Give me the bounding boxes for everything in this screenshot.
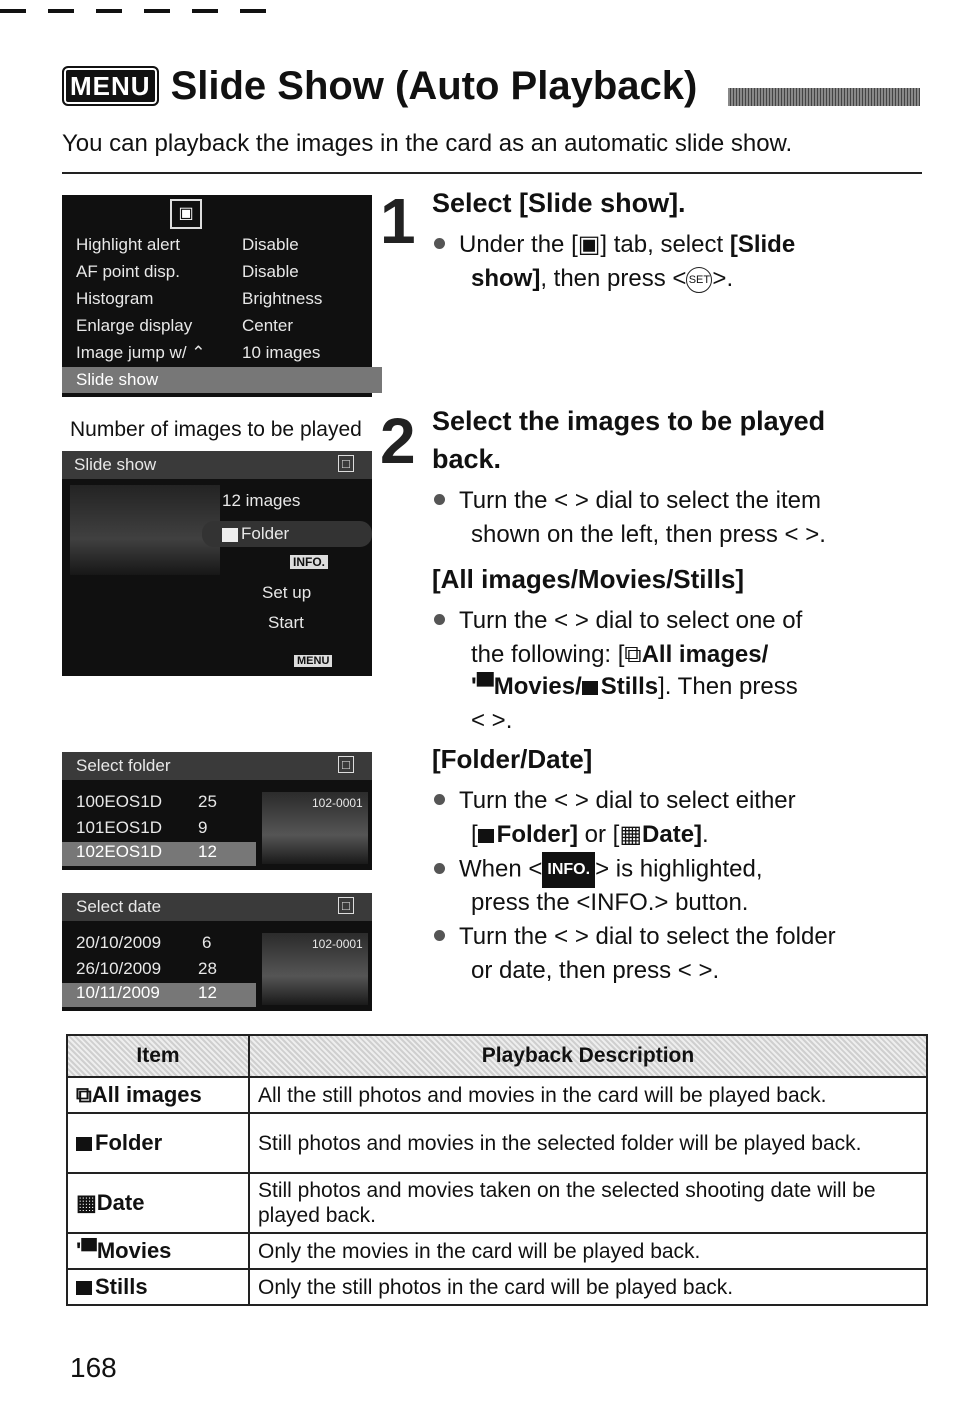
select-date-screen xyxy=(62,893,372,1011)
step-heading-cont: back. xyxy=(432,444,502,474)
menu-row-label: Image jump w/ ⌃ xyxy=(76,343,206,362)
screen-title: Slide show xyxy=(74,455,157,474)
info-badge: INFO. xyxy=(290,555,328,569)
menu-icon: MENU xyxy=(62,66,159,106)
all-images-icon: ⧉ xyxy=(76,1082,92,1107)
date-value: 26/10/2009 xyxy=(76,959,162,978)
movie-icon: '▀ xyxy=(471,673,494,700)
date-row-selected: 10/11/2009 12 xyxy=(62,983,256,1007)
table-item: Folder xyxy=(67,1113,249,1173)
file-number: 102-0001 xyxy=(312,937,363,951)
movie-icon: '▀ xyxy=(76,1238,97,1263)
divider xyxy=(62,172,922,174)
menu-row-value: Disable xyxy=(242,262,299,281)
setup-label: Set up xyxy=(262,583,312,602)
folder-name: 100EOS1D xyxy=(76,792,162,811)
table-row xyxy=(67,1173,927,1233)
table-item: Stills xyxy=(67,1269,249,1305)
bullet-icon xyxy=(434,930,445,941)
bullet-line: [ Folder] or [▦Date]. xyxy=(471,821,709,848)
table-row xyxy=(67,1269,927,1305)
bullet-line: Turn the < > dial to select either xyxy=(434,784,796,818)
date-icon: ▦ xyxy=(76,1190,97,1215)
camera-icon xyxy=(76,1281,92,1295)
subheading: [All images/Movies/Stills] xyxy=(432,564,745,594)
menu-row-selected: Slide show xyxy=(62,367,382,393)
table-header-row xyxy=(67,1035,927,1077)
playback-tab-icon: ▣ xyxy=(170,199,202,229)
bullet-line: Turn the < > dial to select the item xyxy=(434,484,821,518)
bullet-line: When < INFO. > is highlighted, xyxy=(434,852,763,888)
info-badge: INFO. xyxy=(542,852,595,888)
menu-row-label: Highlight alert xyxy=(76,235,180,254)
date-count: 28 xyxy=(198,959,217,978)
menu-row-label: AF point disp. xyxy=(76,262,180,281)
title-text: Slide Show (Auto Playback) xyxy=(170,63,698,108)
card-icon: □ xyxy=(338,756,354,773)
table-header: Playback Description xyxy=(249,1035,927,1077)
folder-option: Folder xyxy=(202,521,372,547)
top-crop-marks xyxy=(0,0,330,6)
table-desc: Still photos and movies in the selected folder will be played back. xyxy=(249,1113,927,1173)
folder-row-selected: 102EOS1D 12 xyxy=(62,842,256,866)
table-item: '▀Movies xyxy=(67,1233,249,1269)
step-number: 2 xyxy=(380,405,416,477)
menu-row-value: 10 images xyxy=(242,343,321,362)
screen-title: Select folder xyxy=(76,756,171,775)
card-icon: □ xyxy=(338,897,354,914)
start-label: Start xyxy=(268,613,304,632)
folder-icon xyxy=(478,829,494,843)
step-heading: Select [Slide show]. xyxy=(432,188,686,218)
bullet-line: or date, then press < >. xyxy=(471,957,720,984)
screen-title: Select date xyxy=(76,897,162,916)
playback-tab-icon: ▣ xyxy=(577,231,601,258)
card-icon: □ xyxy=(338,455,354,472)
menu-row-label: Enlarge display xyxy=(76,316,193,335)
folder-name: 101EOS1D xyxy=(76,818,162,837)
camera-menu-screen xyxy=(62,195,372,397)
step1-line2: show], then press < SET>. xyxy=(471,265,734,292)
menu-row-value: Center xyxy=(242,316,294,335)
menu-row-value: Brightness xyxy=(242,289,323,308)
table-row xyxy=(67,1113,927,1173)
page-title xyxy=(62,62,697,109)
table-row xyxy=(67,1077,927,1113)
intro-text: You can playback the images in the card as an automatic slide show. xyxy=(62,130,793,157)
table-item: ▦Date xyxy=(67,1173,249,1233)
set-button-icon: SET xyxy=(686,267,712,293)
table-header: Item xyxy=(67,1035,249,1077)
date-icon: ▦ xyxy=(619,821,643,848)
step-number: 1 xyxy=(380,185,416,257)
playback-table xyxy=(66,1034,928,1306)
screen-caption: Number of images to be played xyxy=(70,418,362,441)
slide-show-screen xyxy=(62,451,372,676)
bullet-line: Turn the < > dial to select one of xyxy=(434,604,802,638)
menu-row-label: Histogram xyxy=(76,289,154,308)
menu-return-icon: MENU xyxy=(294,655,332,667)
bullet-line: press the <INFO.> button. xyxy=(471,889,749,916)
select-folder-screen xyxy=(62,752,372,870)
bullet-line: the following: [⧉All images/ xyxy=(471,641,769,668)
folder-icon xyxy=(76,1137,92,1151)
table-desc: Only the still photos in the card will be played back. xyxy=(249,1269,927,1305)
date-count: 6 xyxy=(202,933,212,952)
folder-count: 25 xyxy=(198,792,217,811)
step1-line1: Under the [▣] tab, select [Slide xyxy=(434,228,795,262)
table-desc: Only the movies in the card will be played back. xyxy=(249,1233,927,1269)
table-desc: All the still photos and movies in the card will be played back. xyxy=(249,1077,927,1113)
page-number: 168 xyxy=(70,1352,117,1383)
bullet-icon xyxy=(434,863,445,874)
subheading: [Folder/Date] xyxy=(432,744,593,774)
all-images-icon: ⧉ xyxy=(624,641,642,668)
camera-icon xyxy=(582,681,598,695)
bullet-icon xyxy=(434,238,445,249)
bullet-icon xyxy=(434,794,445,805)
menu-row-value: Disable xyxy=(242,235,299,254)
date-value: 20/10/2009 xyxy=(76,933,162,952)
table-item: ⧉All images xyxy=(67,1077,249,1113)
title-decoration-bar xyxy=(728,88,920,106)
table-row xyxy=(67,1233,927,1269)
folder-count: 9 xyxy=(198,818,208,837)
step-heading: Select the images to be played xyxy=(432,406,826,436)
jump-icon: ⌃ xyxy=(186,343,206,362)
file-number: 102-0001 xyxy=(312,796,363,810)
bullet-line: < >. xyxy=(471,707,513,734)
bullet-icon xyxy=(434,614,445,625)
image-count: 12 images xyxy=(222,491,301,510)
bullet-line: '▀Movies/ Stills]. Then press xyxy=(471,673,798,700)
table-desc: Still photos and movies taken on the selected shooting date will be played back. xyxy=(249,1173,927,1233)
bullet-line: shown on the left, then press < >. xyxy=(471,521,826,548)
bullet-icon xyxy=(434,494,445,505)
bullet-line: Turn the < > dial to select the folder xyxy=(434,920,836,954)
folder-icon xyxy=(222,528,238,542)
preview-thumbnail xyxy=(70,485,220,575)
